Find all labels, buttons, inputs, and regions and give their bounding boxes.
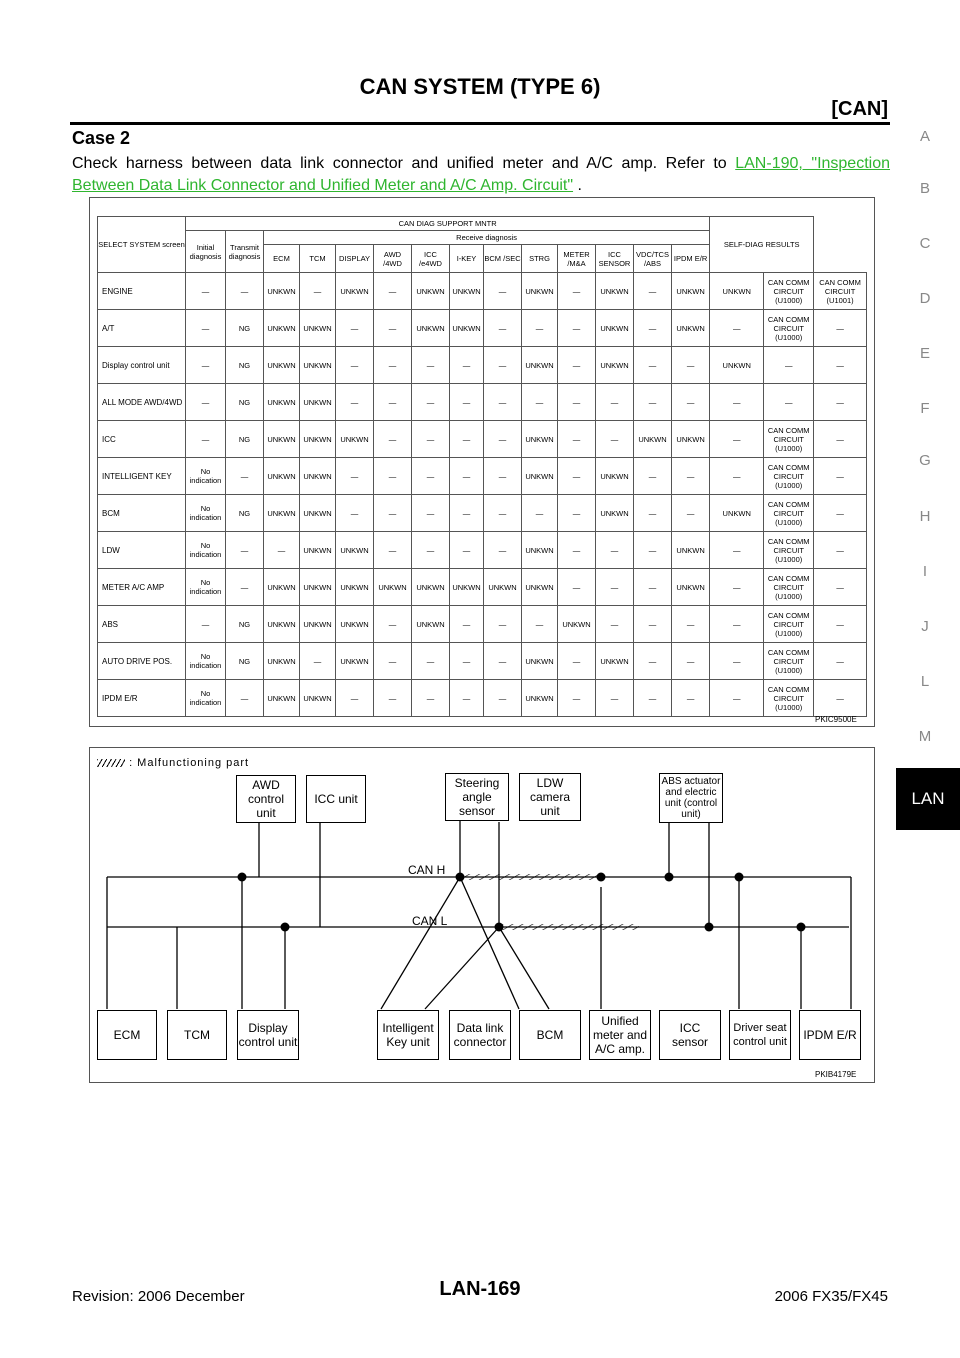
table-cell: — (374, 347, 412, 384)
table-cell: — (814, 384, 867, 421)
table-cell: — (186, 310, 226, 347)
table-cell: UNKWN (300, 458, 336, 495)
receive-col-header: STRG (522, 245, 558, 273)
initial-diag-header: Initial diagnosis (186, 231, 226, 273)
table-row (98, 643, 867, 680)
unit-awd-control: AWD control unit (236, 775, 296, 823)
table-cell: — (450, 643, 484, 680)
table-cell: — (484, 421, 522, 458)
table-cell: UNKWN (522, 421, 558, 458)
table-cell: — (374, 458, 412, 495)
transmit-diag-header: Transmit diagnosis (226, 231, 264, 273)
table-cell: — (596, 384, 634, 421)
table-cell: — (558, 421, 596, 458)
table-row (98, 384, 867, 421)
table-cell: — (484, 606, 522, 643)
table-cell: — (634, 310, 672, 347)
table-cell: — (412, 458, 450, 495)
table-cell: UNKWN (450, 569, 484, 606)
table-cell: CAN COMM CIRCUIT (U1000) (764, 680, 814, 717)
can-l-label: CAN L (412, 914, 448, 928)
table-cell: UNKWN (634, 421, 672, 458)
table-cell: — (558, 273, 596, 310)
side-index-j[interactable]: J (921, 618, 929, 635)
table-cell: UNKWN (522, 273, 558, 310)
table-cell: UNKWN (264, 643, 300, 680)
table-cell: — (450, 384, 484, 421)
side-index-l[interactable]: L (920, 673, 930, 690)
table-cell: UNKWN (412, 606, 450, 643)
side-index-d[interactable]: D (919, 290, 931, 307)
table-cell: — (484, 273, 522, 310)
case-title: Case 2 (72, 128, 131, 148)
table-cell: — (558, 643, 596, 680)
table-cell: UNKWN (264, 273, 300, 310)
table-cell: UNKWN (336, 643, 374, 680)
table-cell: UNKWN (264, 310, 300, 347)
table-cell: — (634, 532, 672, 569)
table-cell: UNKWN (264, 569, 300, 606)
table-cell: — (634, 384, 672, 421)
side-index-b[interactable]: B (919, 180, 930, 197)
table-cell: — (814, 569, 867, 606)
select-system-header: SELECT SYSTEM screen (98, 217, 186, 273)
table-cell: CAN COMM CIRCUIT (U1000) (764, 606, 814, 643)
unit-data-link-connector: Data link connector (449, 1010, 511, 1060)
table-cell: — (596, 532, 634, 569)
table-cell: — (814, 643, 867, 680)
table-cell: — (300, 643, 336, 680)
system-name: A/T (98, 310, 186, 347)
unit-display-control: Display control unit (237, 1010, 299, 1060)
table-cell: — (814, 495, 867, 532)
table-cell: — (634, 680, 672, 717)
table-cell: UNKWN (710, 347, 764, 384)
table-cell: — (450, 458, 484, 495)
table-cell: — (558, 384, 596, 421)
table-cell: — (710, 569, 764, 606)
table-cell: UNKWN (522, 643, 558, 680)
can-diag-table (97, 216, 867, 717)
table-cell: UNKWN (336, 273, 374, 310)
table-cell: — (672, 347, 710, 384)
side-index-m[interactable]: M (918, 728, 932, 745)
self-diag-header: SELF-DIAG RESULTS (710, 217, 814, 273)
side-index-e[interactable]: E (919, 345, 930, 362)
table-cell: NG (226, 347, 264, 384)
table-cell: — (814, 458, 867, 495)
table-cell: — (412, 347, 450, 384)
table-cell: — (634, 273, 672, 310)
table-cell: UNKWN (300, 495, 336, 532)
table-cell: UNKWN (596, 458, 634, 495)
table-cell: — (450, 421, 484, 458)
table-cell: CAN COMM CIRCUIT (U1000) (764, 643, 814, 680)
table-row (98, 347, 867, 384)
table-cell: UNKWN (336, 569, 374, 606)
table-cell: UNKWN (522, 680, 558, 717)
table-cell: — (226, 532, 264, 569)
table-cell: UNKWN (264, 495, 300, 532)
system-name: IPDM E/R (98, 680, 186, 717)
table-row (98, 421, 867, 458)
table-cell: UNKWN (522, 532, 558, 569)
table-cell: — (450, 532, 484, 569)
can-h-label: CAN H (408, 863, 446, 877)
unit-abs-actuator: ABS actuator and electric unit (control unit) (659, 773, 723, 823)
table-cell: UNKWN (710, 273, 764, 310)
table-cell: — (672, 680, 710, 717)
table-cell: — (634, 458, 672, 495)
unit-icc-sensor: ICC sensor (659, 1010, 721, 1060)
table-cell: UNKWN (596, 643, 634, 680)
table-cell: No indication (186, 680, 226, 717)
table-cell: — (634, 606, 672, 643)
table-cell: — (186, 347, 226, 384)
unit-ipdm-er: IPDM E/R (799, 1010, 861, 1060)
system-name: METER A/C AMP (98, 569, 186, 606)
table-cell: — (336, 347, 374, 384)
table-cell: NG (226, 606, 264, 643)
table-cell: — (336, 495, 374, 532)
table-cell: UNKWN (412, 569, 450, 606)
table-cell: UNKWN (264, 421, 300, 458)
table-cell: — (412, 384, 450, 421)
table-cell: UNKWN (596, 495, 634, 532)
page-title: CAN SYSTEM (TYPE 6) (359, 74, 601, 99)
table-cell: UNKWN (264, 384, 300, 421)
unit-steering-angle-sensor: Steering angle sensor (445, 773, 509, 821)
table-cell: — (484, 532, 522, 569)
unit-intelligent-key: Intelligent Key unit (377, 1010, 439, 1060)
table-cell: — (672, 458, 710, 495)
table-cell: No indication (186, 458, 226, 495)
table-cell: No indication (186, 569, 226, 606)
table-cell: — (596, 606, 634, 643)
system-name: LDW (98, 532, 186, 569)
footer-page-number: LAN-169 (439, 1278, 521, 1300)
table-cell: CAN COMM CIRCUIT (U1000) (764, 273, 814, 310)
unit-icc: ICC unit (306, 775, 366, 823)
table-cell: — (484, 458, 522, 495)
table-cell: NG (226, 384, 264, 421)
table-cell: — (672, 643, 710, 680)
table-cell: UNKWN (300, 347, 336, 384)
table-cell: UNKWN (374, 569, 412, 606)
receive-col-header: METER /M&A (558, 245, 596, 273)
table-cell: UNKWN (300, 569, 336, 606)
table-cell: — (710, 532, 764, 569)
table-row (98, 310, 867, 347)
table-cell: UNKWN (522, 569, 558, 606)
system-name: AUTO DRIVE POS. (98, 643, 186, 680)
table-cell: CAN COMM CIRCUIT (U1000) (764, 495, 814, 532)
table-cell: CAN COMM CIRCUIT (U1000) (764, 421, 814, 458)
table-row (98, 569, 867, 606)
diagram-fig-code: PKIB4179E (815, 1070, 857, 1079)
table-cell: No indication (186, 495, 226, 532)
header-rule (70, 122, 890, 125)
receive-col-header: ICC SENSOR (596, 245, 634, 273)
system-name: Display control unit (98, 347, 186, 384)
system-name: ENGINE (98, 273, 186, 310)
side-index-h[interactable]: H (919, 508, 931, 525)
unit-ecm: ECM (97, 1010, 157, 1060)
table-cell: UNKWN (672, 421, 710, 458)
side-index-a[interactable]: A (919, 128, 930, 145)
table-cell: — (634, 569, 672, 606)
table-cell: UNKWN (710, 495, 764, 532)
table-cell: UNKWN (450, 310, 484, 347)
table-cell: — (814, 421, 867, 458)
table-cell: — (484, 495, 522, 532)
intro-paragraph (72, 153, 890, 197)
table-row (98, 273, 867, 310)
system-name: INTELLIGENT KEY (98, 458, 186, 495)
table-cell: — (412, 680, 450, 717)
table-cell: — (300, 273, 336, 310)
table-cell: UNKWN (300, 606, 336, 643)
side-index-c[interactable]: C (919, 235, 931, 252)
table-cell: — (336, 680, 374, 717)
can-diag-header: CAN DIAG SUPPORT MNTR (186, 217, 710, 231)
table-cell: — (484, 347, 522, 384)
table-cell: — (558, 532, 596, 569)
table-cell: UNKWN (300, 421, 336, 458)
table-cell: — (374, 532, 412, 569)
table-cell: — (450, 680, 484, 717)
table-cell: — (558, 569, 596, 606)
table-cell: UNKWN (672, 273, 710, 310)
system-name: ICC (98, 421, 186, 458)
table-cell: — (186, 606, 226, 643)
receive-col-header: BCM /SEC (484, 245, 522, 273)
table-cell: UNKWN (450, 273, 484, 310)
table-cell: NG (226, 495, 264, 532)
receive-col-header: ECM (264, 245, 300, 273)
table-cell: — (596, 421, 634, 458)
footer-revision: Revision: 2006 December (72, 1288, 245, 1305)
table-cell: — (814, 532, 867, 569)
table-cell: UNKWN (264, 458, 300, 495)
table-cell: — (412, 495, 450, 532)
table-cell: UNKWN (300, 680, 336, 717)
table-cell: — (522, 606, 558, 643)
table-cell: UNKWN (672, 532, 710, 569)
unit-tcm: TCM (167, 1010, 227, 1060)
unit-driver-seat-control: Driver seat control unit (729, 1010, 791, 1060)
table-cell: UNKWN (522, 458, 558, 495)
table-cell: — (226, 458, 264, 495)
table-cell: — (672, 384, 710, 421)
table-cell: UNKWN (672, 569, 710, 606)
table-cell: — (710, 458, 764, 495)
table-cell: — (522, 384, 558, 421)
table-cell: — (226, 680, 264, 717)
table-cell: UNKWN (300, 310, 336, 347)
table-cell: — (522, 310, 558, 347)
table-cell: — (374, 606, 412, 643)
table-cell: CAN COMM CIRCUIT (U1001) (814, 273, 867, 310)
table-cell: — (336, 310, 374, 347)
table-cell: UNKWN (264, 347, 300, 384)
hatch-can-l (499, 924, 639, 930)
table-cell: UNKWN (264, 680, 300, 717)
table-cell: — (522, 495, 558, 532)
table-cell: — (484, 310, 522, 347)
section-label: [CAN] (831, 98, 888, 120)
table-cell: UNKWN (522, 347, 558, 384)
table-row (98, 458, 867, 495)
footer-model: 2006 FX35/FX45 (774, 1288, 888, 1305)
table-cell: CAN COMM CIRCUIT (U1000) (764, 532, 814, 569)
table-cell: CAN COMM CIRCUIT (U1000) (764, 458, 814, 495)
hatch-can-h (460, 874, 600, 880)
table-cell: — (558, 347, 596, 384)
table-cell: UNKWN (596, 310, 634, 347)
intro-end: . (573, 177, 582, 194)
table-cell: UNKWN (336, 421, 374, 458)
unit-bcm: BCM (519, 1010, 581, 1060)
table-cell: CAN COMM CIRCUIT (U1000) (764, 569, 814, 606)
table-cell: — (710, 606, 764, 643)
table-cell: — (710, 680, 764, 717)
table-cell: — (374, 384, 412, 421)
receive-col-header: TCM (300, 245, 336, 273)
legend-text: : Malfunctioning part (129, 757, 250, 769)
table-cell: UNKWN (336, 532, 374, 569)
table-cell: — (596, 569, 634, 606)
table-cell: — (484, 384, 522, 421)
table-cell: — (814, 606, 867, 643)
table-cell: UNKWN (300, 532, 336, 569)
table-cell: — (710, 421, 764, 458)
table-cell: — (450, 495, 484, 532)
table-cell: UNKWN (412, 310, 450, 347)
table-row (98, 680, 867, 717)
receive-col-header: ICC /e4WD (412, 245, 450, 273)
table-cell: — (450, 347, 484, 384)
table-cell: UNKWN (672, 310, 710, 347)
system-name: BCM (98, 495, 186, 532)
table-cell: — (634, 495, 672, 532)
table-cell: — (226, 273, 264, 310)
system-name: ABS (98, 606, 186, 643)
table-cell: — (374, 643, 412, 680)
table-cell: — (450, 606, 484, 643)
table-cell: — (814, 347, 867, 384)
table-cell: No indication (186, 532, 226, 569)
table-cell: UNKWN (336, 606, 374, 643)
table-cell: — (558, 458, 596, 495)
table-cell: — (336, 458, 374, 495)
unit-unified-meter: Unified meter and A/C amp. (589, 1010, 651, 1060)
table-cell: — (672, 606, 710, 643)
receive-col-header: IPDM E/R (672, 245, 710, 273)
intro-text: Check harness between data link connector and unified meter and A/C amp. Refer to (72, 155, 727, 172)
table-cell: — (764, 347, 814, 384)
table-cell: — (484, 680, 522, 717)
table-cell: — (186, 421, 226, 458)
table-cell: NG (226, 643, 264, 680)
table-cell: UNKWN (264, 606, 300, 643)
table-cell: — (672, 495, 710, 532)
table-cell: — (710, 643, 764, 680)
table-cell: — (186, 273, 226, 310)
table-cell: — (374, 310, 412, 347)
receive-col-header: I-KEY (450, 245, 484, 273)
inspection-link[interactable]: LAN-190, "Inspection Between Data Link Connector and Unified Meter and A/C Amp. Circuit" (72, 155, 891, 194)
table-cell: UNKWN (412, 273, 450, 310)
table-cell: — (412, 643, 450, 680)
table-cell: — (596, 680, 634, 717)
table-cell: — (374, 273, 412, 310)
table-cell: — (412, 421, 450, 458)
table-cell: — (186, 384, 226, 421)
table-cell: — (558, 310, 596, 347)
table-cell: — (634, 643, 672, 680)
table-fig-code: PKIC9500E (815, 715, 857, 724)
table-cell: — (814, 310, 867, 347)
table-cell: — (226, 569, 264, 606)
table-cell: UNKWN (484, 569, 522, 606)
receive-col-header: DISPLAY (336, 245, 374, 273)
table-cell: No indication (186, 643, 226, 680)
table-cell: CAN COMM CIRCUIT (U1000) (764, 310, 814, 347)
table-cell: — (814, 680, 867, 717)
table-cell: — (710, 384, 764, 421)
table-cell: — (764, 384, 814, 421)
table-cell: UNKWN (596, 347, 634, 384)
table-row (98, 495, 867, 532)
table-cell: — (374, 680, 412, 717)
table-cell: NG (226, 310, 264, 347)
table-cell: — (336, 384, 374, 421)
table-row (98, 606, 867, 643)
table-cell: UNKWN (558, 606, 596, 643)
side-index-i[interactable]: I (922, 563, 928, 580)
table-cell: — (710, 310, 764, 347)
table-cell: — (374, 421, 412, 458)
table-cell: — (412, 532, 450, 569)
receive-diag-header: Receive diagnosis (264, 231, 710, 245)
table-cell: — (484, 643, 522, 680)
side-index-g[interactable]: G (919, 452, 931, 469)
side-index-lan[interactable]: LAN (896, 768, 960, 830)
receive-col-header: VDC/TCS /ABS (634, 245, 672, 273)
table-cell: — (558, 680, 596, 717)
side-index-f[interactable]: F (920, 400, 930, 417)
table-row (98, 532, 867, 569)
table-cell: — (558, 495, 596, 532)
table-cell: — (264, 532, 300, 569)
system-name: ALL MODE AWD/4WD (98, 384, 186, 421)
receive-col-header: AWD /4WD (374, 245, 412, 273)
table-cell: UNKWN (300, 384, 336, 421)
table-cell: UNKWN (596, 273, 634, 310)
table-cell: NG (226, 421, 264, 458)
table-cell: — (634, 347, 672, 384)
unit-ldw-camera: LDW camera unit (519, 773, 581, 821)
table-cell: — (374, 495, 412, 532)
